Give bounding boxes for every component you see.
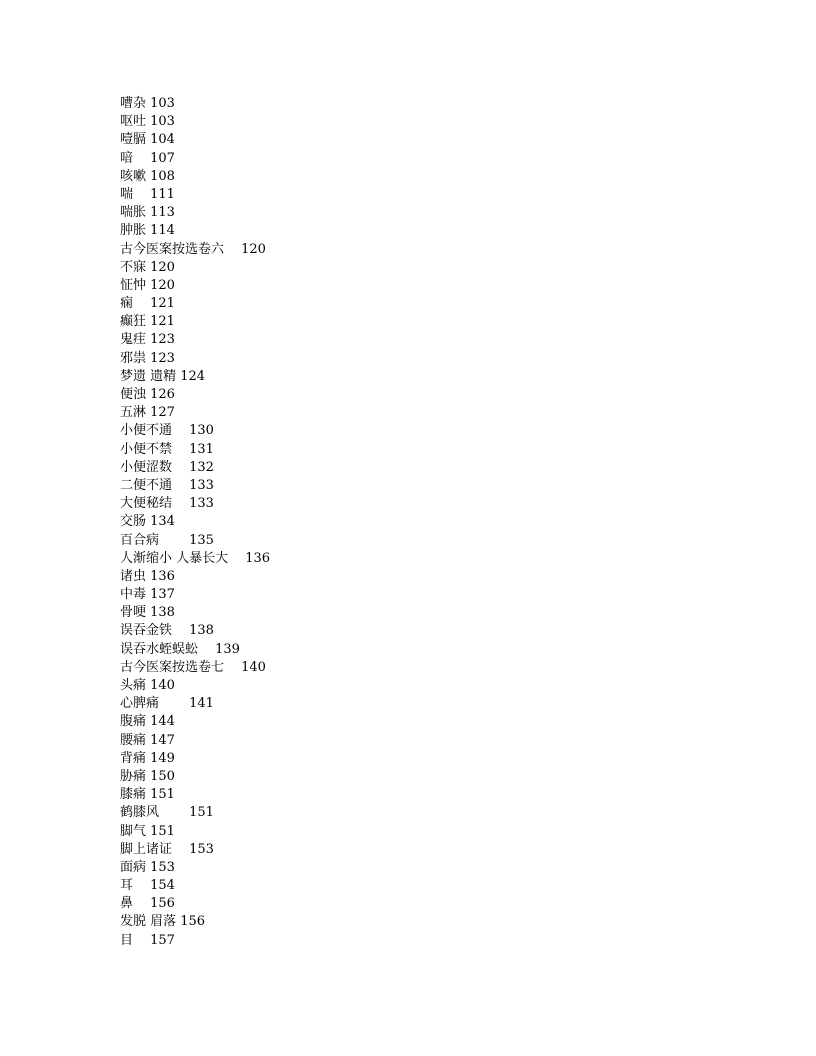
toc-entry: 背痛 149	[120, 750, 175, 766]
toc-entry: 不寐 120	[120, 259, 175, 275]
toc-entry: 诸虫 136	[120, 568, 175, 584]
toc-entry: 大便秘结 133	[120, 496, 214, 512]
toc-entry: 脚气 151	[120, 823, 175, 839]
toc-entry: 怔忡 120	[120, 277, 175, 293]
toc-entry: 误吞水蛭蜈蚣 139	[120, 641, 240, 657]
toc-entry: 噎膈 104	[120, 132, 175, 148]
toc-entry: 百合病 135	[120, 532, 214, 548]
toc-entry: 中毒 137	[120, 587, 175, 603]
toc-entry: 喑 107	[120, 150, 175, 166]
toc-entry: 胁痛 150	[120, 768, 175, 784]
toc-volume-heading: 古今医案按选卷六 120	[120, 241, 266, 257]
toc-entry: 癫狂 121	[120, 314, 175, 330]
toc-entry: 呕吐 103	[120, 114, 175, 130]
toc-entry: 腹痛 144	[120, 714, 175, 730]
toc-entry: 邪祟 123	[120, 350, 175, 366]
document-page	[120, 95, 720, 950]
toc-entry: 嘈杂 103	[120, 96, 175, 111]
toc-entry: 脚上诸证 153	[120, 841, 214, 857]
toc-entry: 耳 154	[120, 878, 175, 894]
toc-entry: 便浊 126	[120, 387, 175, 402]
toc-entry: 肿胀 114	[120, 223, 175, 239]
toc-entry: 误吞金铁 138	[120, 623, 214, 639]
toc-entry: 面病 153	[120, 859, 175, 875]
table-of-contents	[120, 95, 720, 950]
toc-entry: 骨哽 138	[120, 605, 175, 621]
toc-entry: 小便涩数 132	[120, 459, 214, 475]
toc-entry: 鼻 156	[120, 896, 175, 912]
toc-entry: 腰痛 147	[120, 732, 175, 748]
toc-entry: 人渐缩小 人暴长大 136	[120, 550, 271, 566]
toc-entry: 心脾痛 141	[120, 696, 214, 712]
toc-entry: 交肠 134	[120, 514, 175, 530]
toc-entry: 头痛 140	[120, 678, 175, 693]
toc-entry: 小便不禁 131	[120, 441, 214, 457]
toc-entry: 喘胀 113	[120, 205, 175, 221]
toc-entry: 咳嗽 108	[120, 168, 175, 184]
toc-entry: 膝痛 151	[120, 787, 175, 803]
toc-entry: 发脱 眉落 156	[120, 914, 206, 930]
toc-entry: 鬼疰 123	[120, 332, 175, 348]
toc-entry: 喘 111	[120, 186, 175, 202]
toc-entry: 鹤膝风 151	[120, 805, 214, 821]
toc-entry: 小便不通 130	[120, 423, 214, 439]
toc-entry: 五淋 127	[120, 405, 175, 421]
toc-entry: 梦遗 遗精 124	[120, 368, 206, 384]
toc-entry: 目 157	[120, 932, 175, 948]
toc-volume-heading: 古今医案按选卷七 140	[120, 659, 266, 675]
toc-entry: 痫 121	[120, 296, 175, 312]
toc-entry: 二便不通 133	[120, 477, 214, 493]
